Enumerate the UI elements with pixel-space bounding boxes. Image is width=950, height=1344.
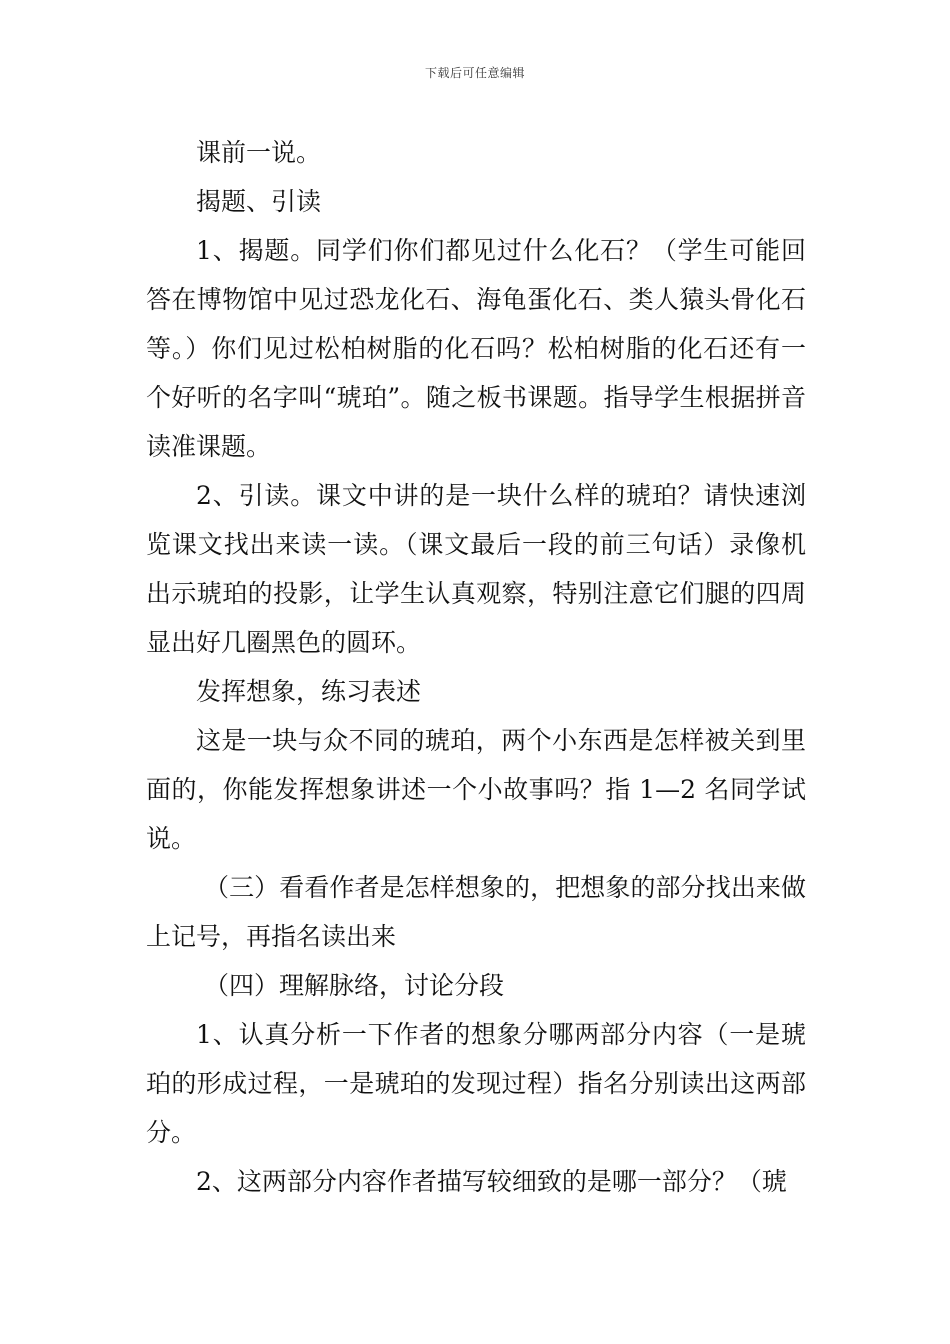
paragraph-analysis-one: 1、认真分析一下作者的想象分哪两部分内容（一是琥珀的形成过程，一是琥珀的发现过程）指名分别读出这两部分。	[146, 1020, 806, 1147]
paragraph-pre-class-talk: 课前一说。	[196, 138, 322, 167]
section-heading-reveal-topic: 揭题、引读	[196, 187, 322, 216]
page-header: 下载后可任意编辑	[424, 66, 525, 80]
section-heading-four: （四）理解脉络，讨论分段	[204, 971, 505, 1000]
paragraph-analysis-two: 2、这两部分内容作者描写较细致的是哪一部分？（琥	[196, 1167, 787, 1196]
paragraph-reveal-topic: 1、揭题。同学们你们都见过什么化石？（学生可能回答在博物馆中见过恐龙化石、海龟蛋化石、类人猿头骨化石等。）你们见过松柏树脂的化石吗？松柏树脂的化石还有一个好听的名字叫“琥珀”。随之板书课题。指导学生根据拼音读准课题。	[146, 236, 806, 461]
paragraph-imagination-story: 这是一块与众不同的琥珀，两个小东西是怎样被关到里面的，你能发挥想象讲述一个小故事吗？指 1—2 名同学试说。	[146, 726, 806, 853]
section-heading-imagination: 发挥想象，练习表述	[196, 677, 422, 706]
section-heading-three: （三）看看作者是怎样想象的，把想象的部分找出来做上记号，再指名读出来	[146, 873, 806, 951]
paragraph-guided-reading: 2、引读。课文中讲的是一块什么样的琥珀？请快速浏览课文找出来读一读。（课文最后一段的前三句话）录像机出示琥珀的投影，让学生认真观察，特别注意它们腿的四周显出好几圈黑色的圆环。	[146, 481, 806, 657]
document-body	[146, 128, 806, 1206]
